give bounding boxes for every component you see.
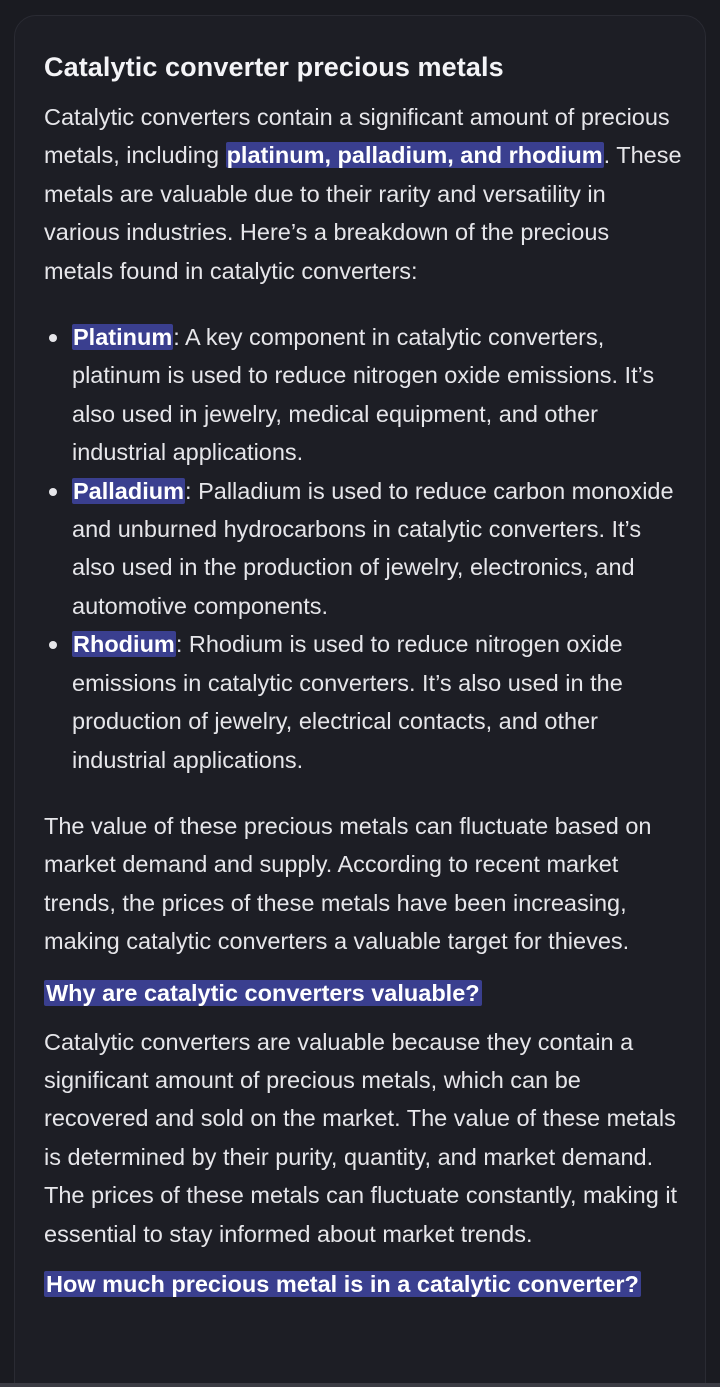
intro-text-after: . These metals are valuable due to their rarity and versatility in various industries. Here’s a breakdown of the precious metals found in catalytic converters:: [44, 142, 682, 284]
section-heading-why-highlight: Why are catalytic converters valuable?: [46, 979, 480, 1006]
answer-card: [14, 15, 706, 1387]
section-heading-how-much: [44, 1267, 684, 1301]
metal-description: : A key component in catalytic converters, platinum is used to reduce nitrogen oxide emissions. It’s also used in jewelry, medical equipment, and other industrial applications.: [72, 324, 655, 466]
bottom-divider: [0, 1383, 720, 1387]
list-item-rhodium: [44, 625, 684, 779]
metal-description: : Palladium is used to reduce carbon monoxide and unburned hydrocarbons in catalytic converters. It’s also used in the production of jewelry, electronics, and automotive components.: [72, 477, 674, 619]
section-heading-how-much-highlight: How much precious metal is in a catalytic converter?: [46, 1270, 639, 1297]
intro-text-before: Catalytic converters contain a significant amount of precious metals, including: [44, 104, 670, 169]
metal-name-highlight: Platinum: [73, 324, 173, 351]
intro-paragraph: [44, 98, 684, 290]
metal-description: : Rhodium is used to reduce nitrogen oxide emissions in catalytic converters. It’s also used in the production of jewelry, electrical contacts, and other industrial applications.: [72, 631, 623, 773]
value-paragraph: The value of these precious metals can fluctuate based on market demand and supply. According to recent market trends, the prices of these metals have been increasing, making catalytic converters a valuable target for thieves.: [44, 812, 652, 955]
list-item-platinum: [44, 318, 684, 472]
page-title: Catalytic converter precious metals: [44, 52, 504, 82]
why-paragraph: Catalytic converters are valuable because they contain a significant amount of precious metals, which can be recovered and sold on the market. The value of these metals is determined by their purity, quantity, and market demand. The prices of these metals can fluctuate constantly, making it essential to stay informed about market trends.: [44, 1028, 678, 1247]
list-item-palladium: [44, 472, 684, 626]
metals-list: [44, 318, 684, 779]
bullet-icon: [49, 334, 57, 342]
bullet-icon: [49, 641, 57, 649]
metal-name-highlight: Rhodium: [73, 631, 175, 658]
intro-highlight: platinum, palladium, and rhodium: [226, 142, 603, 169]
bullet-icon: [49, 488, 57, 496]
section-heading-why: [44, 976, 684, 1010]
metal-name-highlight: Palladium: [73, 477, 185, 504]
answer-content: [44, 49, 684, 1301]
